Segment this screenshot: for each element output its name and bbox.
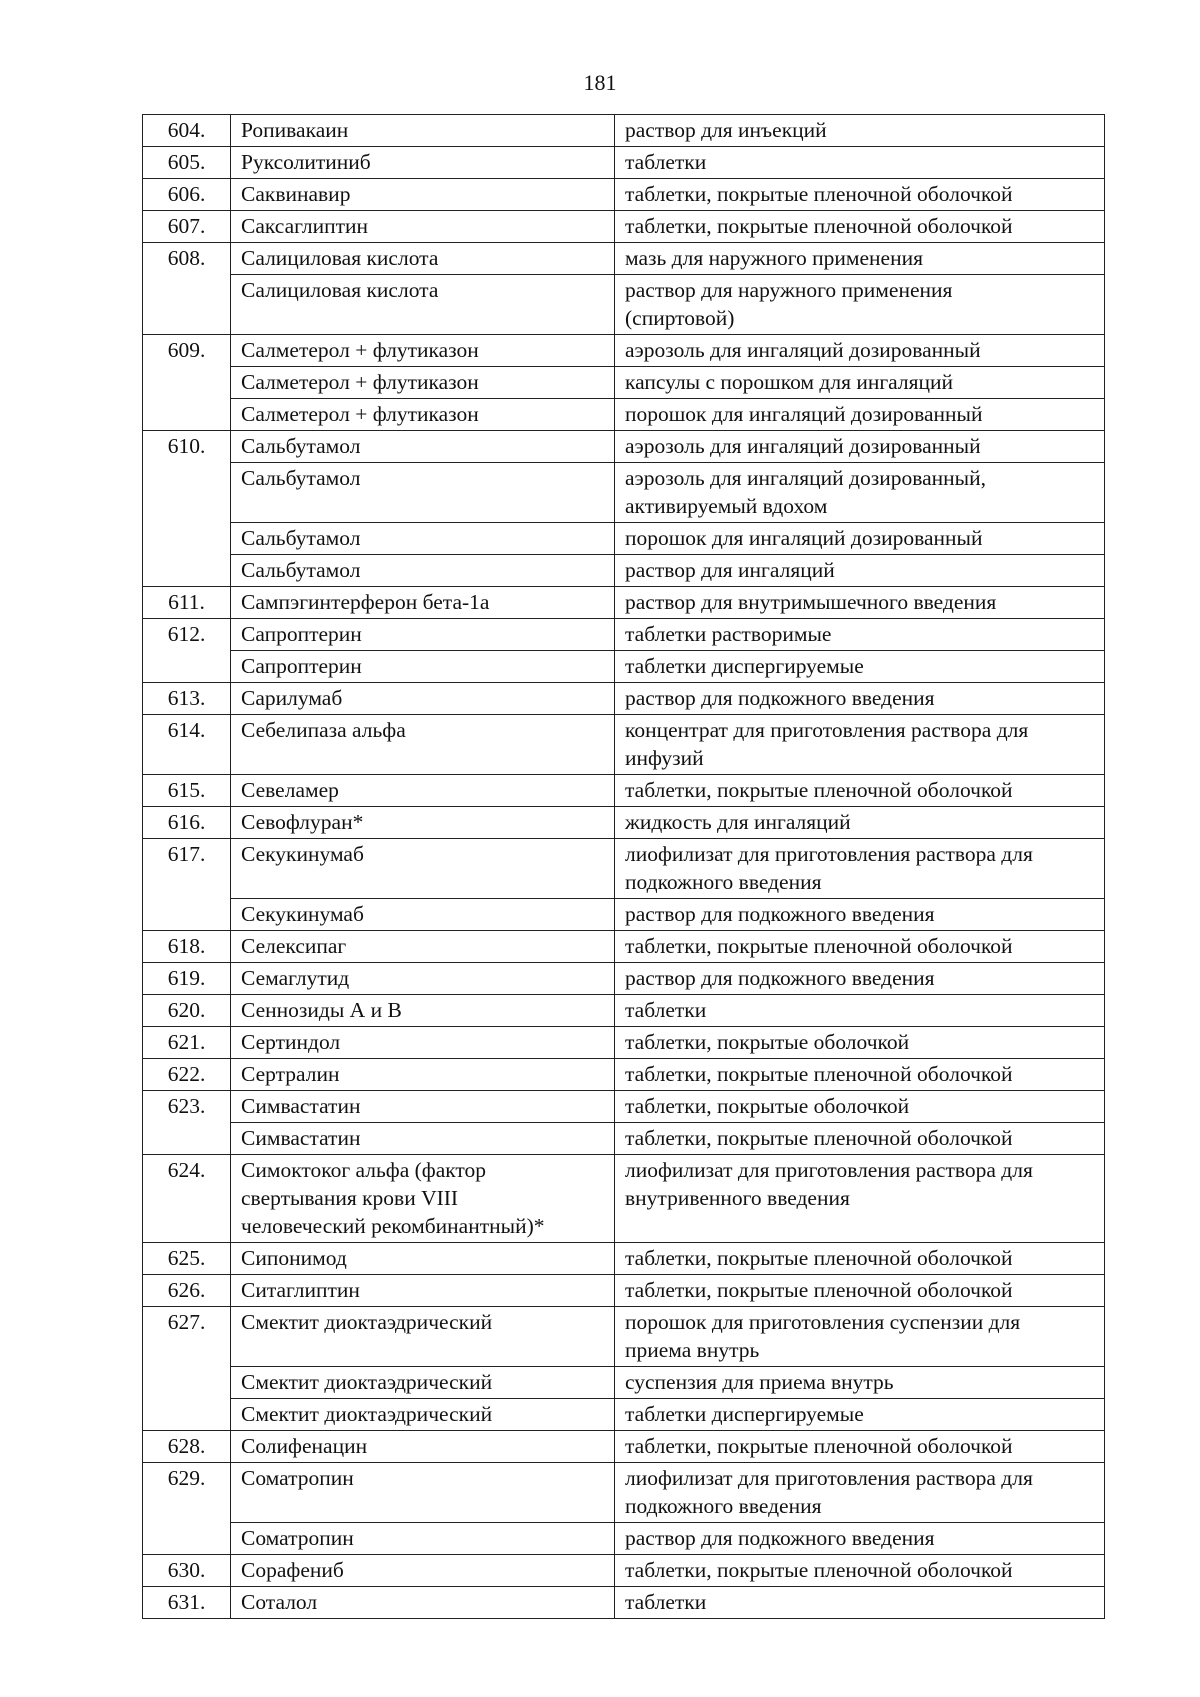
item-number: 628. <box>143 1431 231 1463</box>
dosage-form: таблетки, покрытые пленочной оболочкой <box>615 1059 1105 1091</box>
drug-name: Селексипаг <box>231 931 615 963</box>
table-row <box>143 651 1105 683</box>
drug-name: Руксолитиниб <box>231 147 615 179</box>
item-number: 625. <box>143 1243 231 1275</box>
table-row <box>143 899 1105 931</box>
drug-name: Саксаглиптин <box>231 211 615 243</box>
dosage-form: жидкость для ингаляций <box>615 807 1105 839</box>
dosage-form: таблетки, покрытые пленочной оболочкой <box>615 931 1105 963</box>
table-row <box>143 1027 1105 1059</box>
drug-name: Салметерол + флутиказон <box>231 335 615 367</box>
item-number: 616. <box>143 807 231 839</box>
drug-name: Сальбутамол <box>231 523 615 555</box>
drug-name: Сапроптерин <box>231 651 615 683</box>
dosage-form: таблетки <box>615 1587 1105 1619</box>
dosage-form: раствор для подкожного введения <box>615 1523 1105 1555</box>
drug-name: Симоктоког альфа (фактор свертывания крови VIII человеческий рекомбинантный)* <box>231 1155 615 1243</box>
dosage-form: аэрозоль для ингаляций дозированный <box>615 335 1105 367</box>
item-number: 617. <box>143 839 231 931</box>
item-number: 629. <box>143 1463 231 1555</box>
table-row <box>143 1059 1105 1091</box>
table-row <box>143 1587 1105 1619</box>
dosage-form: раствор для подкожного введения <box>615 963 1105 995</box>
table-row <box>143 463 1105 523</box>
dosage-form: аэрозоль для ингаляций дозированный, активируемый вдохом <box>615 463 1105 523</box>
table-row <box>143 1523 1105 1555</box>
table-row <box>143 683 1105 715</box>
table-row <box>143 931 1105 963</box>
table-row <box>143 1091 1105 1123</box>
dosage-form: порошок для ингаляций дозированный <box>615 523 1105 555</box>
table-row <box>143 555 1105 587</box>
dosage-form: таблетки диспергируемые <box>615 1399 1105 1431</box>
item-number: 604. <box>143 115 231 147</box>
dosage-form: таблетки, покрытые пленочной оболочкой <box>615 1431 1105 1463</box>
table-row <box>143 963 1105 995</box>
table-row <box>143 1463 1105 1523</box>
table-row <box>143 619 1105 651</box>
item-number: 608. <box>143 243 231 335</box>
table-row <box>143 1555 1105 1587</box>
dosage-form: капсулы с порошком для ингаляций <box>615 367 1105 399</box>
item-number: 613. <box>143 683 231 715</box>
table-row <box>143 1243 1105 1275</box>
dosage-form: таблетки <box>615 147 1105 179</box>
drug-name: Симвастатин <box>231 1123 615 1155</box>
item-number: 615. <box>143 775 231 807</box>
dosage-form: таблетки, покрытые пленочной оболочкой <box>615 211 1105 243</box>
drug-name: Сертиндол <box>231 1027 615 1059</box>
dosage-form: таблетки растворимые <box>615 619 1105 651</box>
dosage-form: мазь для наружного применения <box>615 243 1105 275</box>
dosage-form: аэрозоль для ингаляций дозированный <box>615 431 1105 463</box>
table-row <box>143 275 1105 335</box>
drug-name: Сальбутамол <box>231 555 615 587</box>
dosage-form: таблетки, покрытые пленочной оболочкой <box>615 179 1105 211</box>
drug-name: Секукинумаб <box>231 899 615 931</box>
drug-name: Салициловая кислота <box>231 275 615 335</box>
drug-name: Соталол <box>231 1587 615 1619</box>
drug-name: Сеннозиды А и В <box>231 995 615 1027</box>
dosage-form: раствор для подкожного введения <box>615 683 1105 715</box>
drug-name: Севеламер <box>231 775 615 807</box>
dosage-form: лиофилизат для приготовления раствора для подкожного введения <box>615 1463 1105 1523</box>
item-number: 626. <box>143 1275 231 1307</box>
table-row <box>143 211 1105 243</box>
table-row <box>143 115 1105 147</box>
table-row <box>143 715 1105 775</box>
item-number: 610. <box>143 431 231 587</box>
item-number: 621. <box>143 1027 231 1059</box>
dosage-form: порошок для приготовления суспензии для приема внутрь <box>615 1307 1105 1367</box>
drug-name: Сапроптерин <box>231 619 615 651</box>
table-row <box>143 179 1105 211</box>
drug-name: Ропивакаин <box>231 115 615 147</box>
table-row <box>143 431 1105 463</box>
dosage-form: таблетки, покрытые пленочной оболочкой <box>615 1123 1105 1155</box>
dosage-form: лиофилизат для приготовления раствора для подкожного введения <box>615 839 1105 899</box>
drug-name: Сорафениб <box>231 1555 615 1587</box>
drug-name: Сампэгинтерферон бета-1а <box>231 587 615 619</box>
table-row <box>143 1123 1105 1155</box>
table-row <box>143 1367 1105 1399</box>
item-number: 609. <box>143 335 231 431</box>
dosage-form: раствор для наружного применения (спиртовой) <box>615 275 1105 335</box>
drug-name: Сертралин <box>231 1059 615 1091</box>
dosage-form: концентрат для приготовления раствора для инфузий <box>615 715 1105 775</box>
table-row <box>143 839 1105 899</box>
dosage-form: таблетки, покрытые оболочкой <box>615 1091 1105 1123</box>
item-number: 631. <box>143 1587 231 1619</box>
table-row <box>143 147 1105 179</box>
page-number: 181 <box>583 70 617 95</box>
item-number: 630. <box>143 1555 231 1587</box>
drug-name: Смектит диоктаэдрический <box>231 1399 615 1431</box>
dosage-form: суспензия для приема внутрь <box>615 1367 1105 1399</box>
drug-name: Ситаглиптин <box>231 1275 615 1307</box>
item-number: 619. <box>143 963 231 995</box>
drug-name: Семаглутид <box>231 963 615 995</box>
table-row <box>143 1307 1105 1367</box>
drug-name: Салициловая кислота <box>231 243 615 275</box>
drug-name: Смектит диоктаэдрический <box>231 1307 615 1367</box>
dosage-form: таблетки, покрытые пленочной оболочкой <box>615 1555 1105 1587</box>
drug-list-table <box>142 114 1105 1619</box>
dosage-form: таблетки диспергируемые <box>615 651 1105 683</box>
dosage-form: порошок для ингаляций дозированный <box>615 399 1105 431</box>
table-row <box>143 399 1105 431</box>
dosage-form: раствор для инъекций <box>615 115 1105 147</box>
dosage-form: раствор для подкожного введения <box>615 899 1105 931</box>
drug-name: Соматропин <box>231 1463 615 1523</box>
table-row <box>143 775 1105 807</box>
item-number: 620. <box>143 995 231 1027</box>
item-number: 624. <box>143 1155 231 1243</box>
table-row <box>143 587 1105 619</box>
dosage-form: таблетки, покрытые пленочной оболочкой <box>615 1243 1105 1275</box>
dosage-form: раствор для ингаляций <box>615 555 1105 587</box>
item-number: 622. <box>143 1059 231 1091</box>
dosage-form: раствор для внутримышечного введения <box>615 587 1105 619</box>
table-row <box>143 995 1105 1027</box>
drug-name: Себелипаза альфа <box>231 715 615 775</box>
drug-name: Сальбутамол <box>231 463 615 523</box>
dosage-form: таблетки, покрытые пленочной оболочкой <box>615 1275 1105 1307</box>
drug-name: Секукинумаб <box>231 839 615 899</box>
dosage-form: лиофилизат для приготовления раствора для внутривенного введения <box>615 1155 1105 1243</box>
item-number: 605. <box>143 147 231 179</box>
table-row <box>143 1399 1105 1431</box>
item-number: 612. <box>143 619 231 683</box>
item-number: 607. <box>143 211 231 243</box>
drug-name: Смектит диоктаэдрический <box>231 1367 615 1399</box>
dosage-form: таблетки, покрытые оболочкой <box>615 1027 1105 1059</box>
drug-name: Сарилумаб <box>231 683 615 715</box>
item-number: 614. <box>143 715 231 775</box>
drug-name: Сальбутамол <box>231 431 615 463</box>
table-row <box>143 1275 1105 1307</box>
item-number: 611. <box>143 587 231 619</box>
drug-name: Севофлуран* <box>231 807 615 839</box>
item-number: 606. <box>143 179 231 211</box>
item-number: 618. <box>143 931 231 963</box>
drug-name: Салметерол + флутиказон <box>231 399 615 431</box>
item-number: 627. <box>143 1307 231 1431</box>
item-number: 623. <box>143 1091 231 1155</box>
table-row <box>143 807 1105 839</box>
dosage-form: таблетки <box>615 995 1105 1027</box>
table-row <box>143 1155 1105 1243</box>
drug-name: Симвастатин <box>231 1091 615 1123</box>
table-row <box>143 523 1105 555</box>
table-row <box>143 243 1105 275</box>
dosage-form: таблетки, покрытые пленочной оболочкой <box>615 775 1105 807</box>
table-row <box>143 1431 1105 1463</box>
table-row <box>143 335 1105 367</box>
drug-name: Саквинавир <box>231 179 615 211</box>
drug-name: Салметерол + флутиказон <box>231 367 615 399</box>
drug-name: Сипонимод <box>231 1243 615 1275</box>
table-row <box>143 367 1105 399</box>
drug-name: Соматропин <box>231 1523 615 1555</box>
drug-name: Солифенацин <box>231 1431 615 1463</box>
drug-list-body <box>143 115 1105 1619</box>
